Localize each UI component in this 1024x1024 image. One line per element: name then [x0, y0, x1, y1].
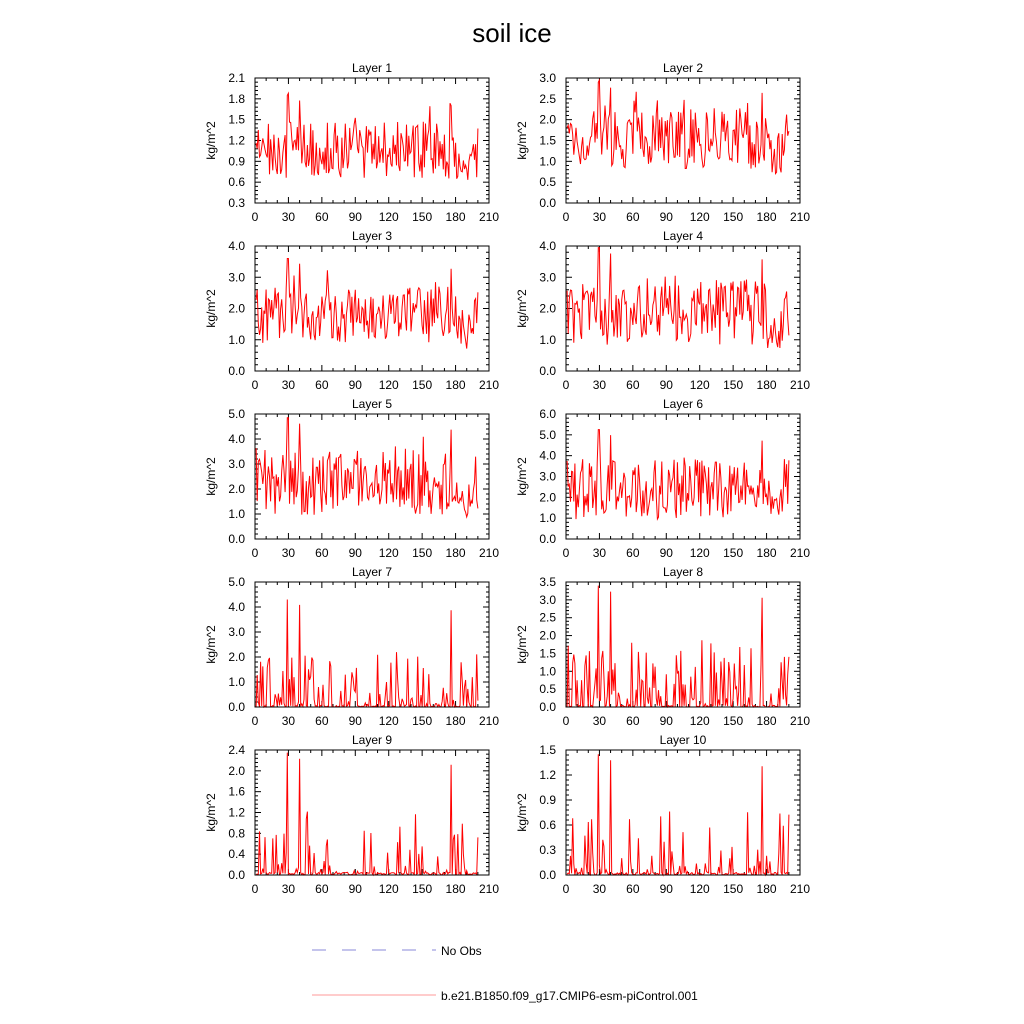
x-tick-label: 180 [756, 378, 777, 392]
panel-layer-8 [515, 565, 810, 728]
x-tick-label: 150 [723, 210, 744, 224]
x-tick-label: 210 [789, 714, 811, 728]
x-tick-label: 150 [412, 378, 433, 392]
panel-layer-3 [204, 229, 499, 392]
x-tick-label: 210 [478, 378, 500, 392]
y-tick-label: 4.0 [539, 448, 556, 463]
y-tick-label: 0.0 [539, 364, 556, 378]
y-tick-label: 0.0 [228, 364, 245, 378]
y-tick-label: 0.0 [539, 196, 556, 210]
x-tick-label: 30 [281, 210, 296, 224]
panel-title: Layer 8 [662, 565, 704, 579]
panel-title: Layer 9 [351, 733, 393, 747]
y-tick-label: 3.0 [228, 625, 245, 639]
x-tick-label: 180 [445, 210, 466, 224]
x-tick-label: 90 [659, 210, 673, 224]
series-line [256, 600, 478, 708]
x-tick-label: 0 [251, 378, 259, 392]
series-line [567, 586, 789, 707]
x-tick-label: 210 [789, 546, 811, 560]
y-axis-label: kg/m^2 [515, 457, 529, 496]
y-tick-label: 4.0 [228, 239, 245, 253]
y-tick-label: 1.0 [539, 154, 556, 169]
x-tick-label: 0 [251, 210, 259, 224]
x-tick-label: 60 [315, 714, 329, 728]
plot-frame [255, 246, 489, 371]
y-tick-label: 3.0 [539, 592, 556, 607]
x-tick-label: 150 [412, 546, 433, 560]
x-tick-label: 60 [315, 378, 329, 392]
y-axis-label: kg/m^2 [204, 793, 218, 832]
panel-layer-5 [204, 397, 499, 560]
panel-title: Layer 3 [351, 229, 393, 243]
x-tick-label: 90 [659, 714, 673, 728]
y-tick-label: 0.5 [539, 175, 556, 190]
y-tick-label: 3.0 [539, 71, 556, 85]
x-tick-label: 180 [445, 714, 466, 728]
x-tick-label: 210 [478, 210, 500, 224]
series-line [567, 754, 789, 875]
y-tick-label: 2.5 [539, 91, 556, 106]
y-tick-label: 6.0 [539, 407, 556, 421]
panel-layer-9 [204, 733, 499, 896]
figure-title: soil ice [472, 18, 552, 48]
y-tick-label: 1.2 [539, 768, 556, 782]
legend-no-obs-label: No Obs [441, 944, 482, 958]
y-tick-label: 2.0 [539, 490, 556, 505]
x-tick-label: 30 [281, 882, 296, 896]
x-tick-label: 30 [592, 378, 607, 392]
y-axis-label: kg/m^2 [515, 121, 529, 160]
panel-layer-10 [515, 733, 810, 896]
panel-layer-6 [515, 397, 810, 560]
y-tick-label: 0.9 [228, 154, 245, 169]
x-tick-label: 30 [592, 546, 607, 560]
series-line [256, 753, 478, 875]
y-tick-label: 3.0 [228, 457, 245, 471]
series-line [567, 80, 789, 174]
series-line [567, 430, 789, 519]
y-axis-label: kg/m^2 [515, 289, 529, 328]
y-tick-label: 0.9 [539, 793, 556, 807]
y-tick-label: 0.0 [228, 532, 245, 546]
plot-frame [566, 246, 800, 371]
y-tick-label: 1.6 [228, 784, 245, 799]
y-tick-label: 0.0 [228, 700, 245, 714]
y-tick-label: 0.0 [539, 868, 556, 882]
x-tick-label: 0 [562, 210, 570, 224]
x-tick-label: 90 [348, 210, 362, 224]
y-tick-label: 0.3 [228, 196, 245, 210]
x-tick-label: 90 [659, 882, 673, 896]
x-tick-label: 0 [251, 714, 259, 728]
x-tick-label: 0 [251, 546, 259, 560]
y-tick-label: 2.0 [228, 482, 245, 496]
series-line [256, 418, 478, 517]
panel-layer-7 [204, 565, 499, 728]
x-tick-label: 120 [689, 546, 710, 560]
panel-title: Layer 5 [351, 397, 393, 411]
y-axis-label: kg/m^2 [515, 625, 529, 664]
x-tick-label: 60 [315, 210, 329, 224]
x-tick-label: 120 [689, 378, 710, 392]
panel-layer-2 [515, 61, 810, 224]
x-tick-label: 0 [562, 546, 570, 560]
y-axis-label: kg/m^2 [204, 289, 218, 328]
y-tick-label: 2.4 [228, 743, 245, 757]
y-tick-label: 0.6 [539, 818, 556, 832]
y-tick-label: 0.0 [228, 868, 245, 882]
y-tick-label: 5.0 [539, 427, 556, 442]
x-tick-label: 150 [412, 882, 433, 896]
y-tick-label: 4.0 [539, 239, 556, 253]
series-line [256, 259, 478, 349]
x-tick-label: 0 [562, 882, 570, 896]
x-tick-label: 30 [592, 210, 607, 224]
x-tick-label: 90 [659, 378, 673, 392]
y-tick-label: 1.5 [539, 133, 556, 148]
x-tick-label: 120 [378, 714, 399, 728]
x-tick-label: 180 [756, 882, 777, 896]
y-tick-label: 1.5 [539, 646, 556, 661]
panel-title: Layer 4 [662, 229, 704, 243]
x-tick-label: 60 [626, 714, 640, 728]
y-tick-label: 3.0 [228, 270, 245, 285]
x-tick-label: 120 [378, 546, 399, 560]
y-tick-label: 2.5 [539, 610, 556, 625]
x-tick-label: 210 [478, 714, 500, 728]
plot-frame [566, 750, 800, 875]
x-tick-label: 90 [659, 546, 673, 560]
legend [312, 944, 698, 1003]
x-tick-label: 180 [756, 714, 777, 728]
panel-grid [204, 61, 810, 896]
x-tick-label: 120 [689, 210, 710, 224]
x-tick-label: 210 [789, 378, 811, 392]
x-tick-label: 120 [378, 882, 399, 896]
y-tick-label: 0.5 [539, 682, 556, 697]
x-tick-label: 0 [562, 378, 570, 392]
x-tick-label: 30 [592, 714, 607, 728]
panel-title: Layer 2 [662, 61, 704, 75]
x-tick-label: 30 [281, 546, 296, 560]
x-tick-label: 180 [445, 378, 466, 392]
x-tick-label: 180 [756, 546, 777, 560]
series-line [256, 93, 478, 180]
x-tick-label: 150 [723, 378, 744, 392]
x-tick-label: 120 [378, 210, 399, 224]
y-tick-label: 1.2 [228, 133, 245, 148]
x-tick-label: 60 [315, 546, 329, 560]
y-tick-label: 0.4 [228, 847, 245, 862]
y-tick-label: 2.0 [539, 628, 556, 643]
panel-title: Layer 6 [662, 397, 704, 411]
y-tick-label: 0.0 [539, 700, 556, 714]
y-tick-label: 0.0 [539, 532, 556, 546]
x-tick-label: 60 [626, 210, 640, 224]
x-tick-label: 210 [478, 546, 500, 560]
x-tick-label: 150 [412, 210, 433, 224]
y-tick-label: 1.8 [228, 91, 245, 106]
x-tick-label: 150 [412, 714, 433, 728]
y-tick-label: 4.0 [228, 600, 245, 614]
y-tick-label: 2.0 [539, 112, 556, 127]
y-tick-label: 1.0 [228, 507, 245, 521]
y-tick-label: 0.8 [228, 826, 245, 841]
panel-layer-1 [204, 61, 499, 224]
y-tick-label: 4.0 [228, 432, 245, 446]
y-tick-label: 1.5 [539, 743, 556, 757]
x-tick-label: 150 [723, 546, 744, 560]
y-tick-label: 2.0 [228, 763, 245, 778]
x-tick-label: 90 [348, 546, 362, 560]
panel-title: Layer 7 [351, 565, 393, 579]
x-tick-label: 150 [723, 882, 744, 896]
y-tick-label: 5.0 [228, 407, 245, 421]
x-tick-label: 180 [756, 210, 777, 224]
x-tick-label: 180 [445, 882, 466, 896]
x-tick-label: 90 [348, 714, 362, 728]
y-axis-label: kg/m^2 [204, 121, 218, 160]
x-tick-label: 210 [789, 882, 811, 896]
x-tick-label: 0 [251, 882, 259, 896]
x-tick-label: 30 [592, 882, 607, 896]
panel-title: Layer 1 [351, 61, 393, 75]
x-tick-label: 210 [789, 210, 811, 224]
series-line [567, 248, 789, 348]
y-tick-label: 3.0 [539, 270, 556, 285]
y-tick-label: 3.0 [539, 469, 556, 484]
x-tick-label: 30 [281, 378, 296, 392]
y-tick-label: 5.0 [228, 575, 245, 589]
x-tick-label: 90 [348, 378, 362, 392]
x-tick-label: 60 [626, 378, 640, 392]
y-tick-label: 1.0 [539, 511, 556, 526]
panel-title: Layer 10 [659, 733, 707, 747]
y-tick-label: 1.5 [228, 112, 245, 127]
x-tick-label: 120 [689, 714, 710, 728]
x-tick-label: 120 [378, 378, 399, 392]
x-tick-label: 60 [626, 882, 640, 896]
y-tick-label: 0.6 [228, 175, 245, 190]
y-axis-label: kg/m^2 [204, 457, 218, 496]
y-tick-label: 2.0 [228, 650, 245, 664]
y-tick-label: 0.3 [539, 843, 556, 857]
y-tick-label: 1.0 [228, 675, 245, 689]
x-tick-label: 30 [281, 714, 296, 728]
panel-layer-4 [515, 229, 810, 392]
y-tick-label: 2.0 [539, 301, 556, 316]
y-tick-label: 1.0 [228, 332, 245, 347]
x-tick-label: 180 [445, 546, 466, 560]
y-axis-label: kg/m^2 [204, 625, 218, 664]
y-tick-label: 2.1 [228, 71, 245, 85]
x-tick-label: 150 [723, 714, 744, 728]
y-axis-label: kg/m^2 [515, 793, 529, 832]
x-tick-label: 0 [562, 714, 570, 728]
y-tick-label: 1.0 [539, 664, 556, 679]
legend-model-label: b.e21.B1850.f09_g17.CMIP6-esm-piControl.001 [441, 989, 698, 1003]
x-tick-label: 60 [626, 546, 640, 560]
x-tick-label: 90 [348, 882, 362, 896]
y-tick-label: 1.0 [539, 332, 556, 347]
x-tick-label: 60 [315, 882, 329, 896]
y-tick-label: 3.5 [539, 575, 556, 589]
y-tick-label: 2.0 [228, 301, 245, 316]
x-tick-label: 210 [478, 882, 500, 896]
x-tick-label: 120 [689, 882, 710, 896]
y-tick-label: 1.2 [228, 805, 245, 820]
